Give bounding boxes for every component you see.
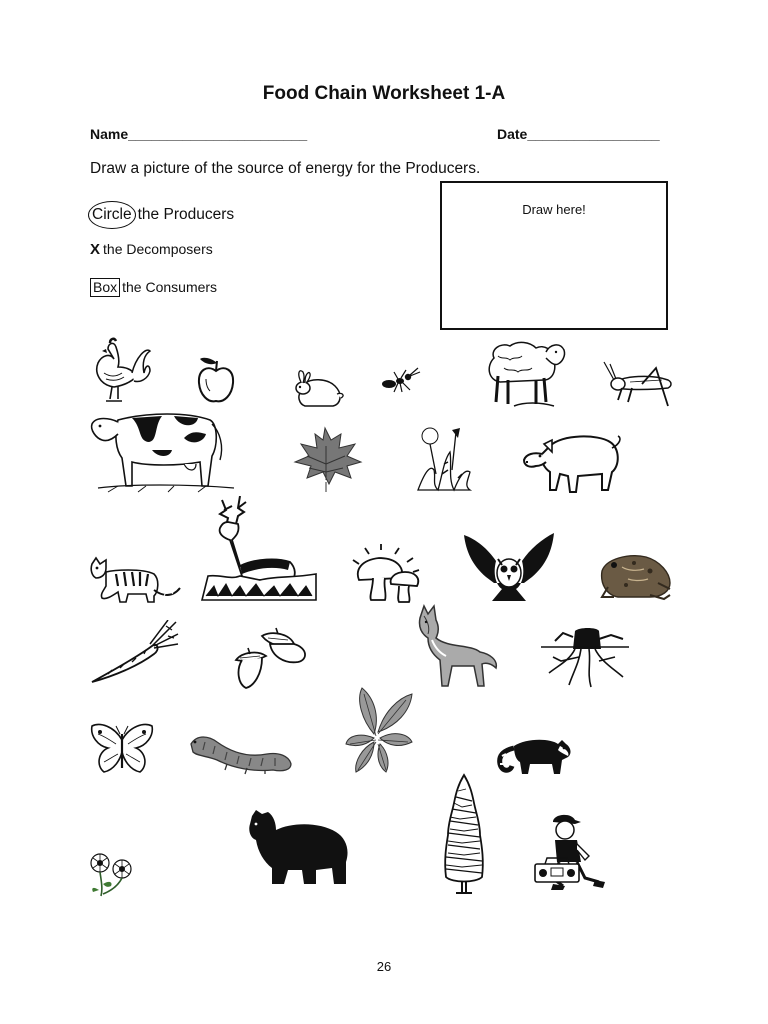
instruction-x xyxy=(90,241,213,258)
carrot-picture[interactable] xyxy=(88,620,180,686)
page-number: 26 xyxy=(376,959,392,974)
leaf-picture[interactable] xyxy=(289,426,363,494)
grasshopper-picture[interactable] xyxy=(602,360,676,408)
name-field[interactable]: Name_______________________ xyxy=(90,126,308,142)
cat-picture[interactable] xyxy=(88,556,182,606)
bear-picture[interactable] xyxy=(246,808,352,888)
butterfly-picture[interactable] xyxy=(88,722,156,776)
draw-here-label: Draw here! xyxy=(522,202,586,217)
worksheet-title: Food Chain Worksheet 1-A xyxy=(262,83,506,104)
x-mark: X xyxy=(90,241,101,258)
caterpillar-picture[interactable] xyxy=(187,730,293,776)
instruction-circle-text: the Producers xyxy=(137,206,235,223)
rooster-picture[interactable] xyxy=(88,337,152,405)
rabbit-picture[interactable] xyxy=(291,366,346,408)
frog-picture[interactable] xyxy=(598,549,674,601)
instruction-x-text: the Decomposers xyxy=(103,241,213,257)
instruction-box-text: the Consumers xyxy=(122,279,218,295)
circle-mark: Circle xyxy=(88,201,136,229)
raccoon-picture[interactable] xyxy=(496,734,574,776)
instruction-box xyxy=(90,278,217,297)
flowers-picture[interactable] xyxy=(89,852,135,898)
apple-picture[interactable] xyxy=(196,355,236,405)
instruction-circle xyxy=(90,201,234,229)
draw-here-box[interactable] xyxy=(440,181,668,330)
sheep-picture[interactable] xyxy=(484,336,568,410)
owl-picture[interactable] xyxy=(462,529,556,605)
tree-stump-picture[interactable] xyxy=(539,627,631,689)
pig-picture[interactable] xyxy=(522,430,624,496)
cow-picture[interactable] xyxy=(88,406,238,496)
deer-picture[interactable] xyxy=(200,496,318,604)
boy-picture[interactable] xyxy=(533,810,609,892)
coyote-picture[interactable] xyxy=(414,602,500,690)
instruction-energy: Draw a picture of the source of energy for the Producers. xyxy=(90,160,481,177)
acorn-picture[interactable] xyxy=(232,626,310,690)
box-mark: Box xyxy=(90,278,120,297)
date-field[interactable]: Date_________________ xyxy=(497,126,660,142)
dandelion-picture[interactable] xyxy=(414,424,474,494)
pine-tree-picture[interactable] xyxy=(442,773,486,897)
ant-picture[interactable] xyxy=(380,364,424,394)
mushroom-picture[interactable] xyxy=(351,544,425,604)
leaves-picture[interactable] xyxy=(344,686,414,774)
